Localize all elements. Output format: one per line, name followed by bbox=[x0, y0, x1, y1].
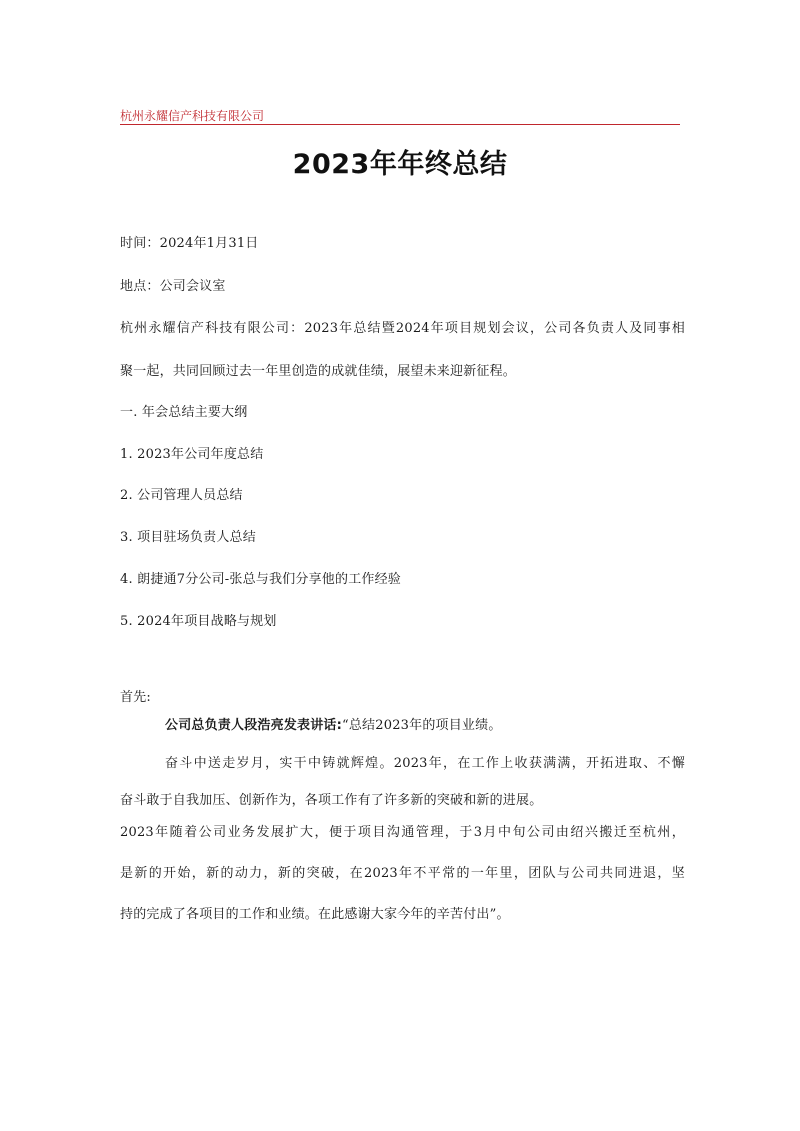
paragraph-2-line-2: 是新的开始，新的动力，新的突破，在2023年不平常的一年里，团队与公司共同进退，坚 bbox=[120, 866, 685, 881]
first-label: 首先: bbox=[120, 690, 151, 705]
outline-item-1: 1. 2023年公司年度总结 bbox=[120, 447, 264, 462]
paragraph-2-line-1: 2023年随着公司业务发展扩大，便于项目沟通管理，于3月中旬公司由绍兴搬迁至杭州， bbox=[120, 825, 685, 840]
speaker-name: 公司总负责人段浩亮发表讲话: bbox=[165, 718, 342, 733]
outline-item-5: 5. 2024年项目战略与规划 bbox=[120, 614, 277, 629]
intro-line-1: 杭州永耀信产科技有限公司：2023年总结暨2024年项目规划会议，公司各负责人及同事相 bbox=[120, 321, 685, 336]
outline-heading: 一. 年会总结主要大纲 bbox=[120, 405, 248, 420]
paragraph-1-line-1: 奋斗中送走岁月，实干中铸就辉煌。2023年，在工作上收获满满，开拓进取、不懈 bbox=[165, 756, 685, 771]
meeting-time: 时间：2024年1月31日 bbox=[120, 236, 259, 251]
meeting-place: 地点：公司会议室 bbox=[120, 279, 226, 294]
intro-line-2: 聚一起，共同回顾过去一年里创造的成就佳绩，展望未来迎新征程。 bbox=[120, 364, 517, 379]
speech-quote-open: “总结2023年的项目业绩。 bbox=[342, 718, 502, 733]
speech-intro-line bbox=[165, 718, 685, 734]
outline-item-2: 2. 公司管理人员总结 bbox=[120, 488, 243, 503]
paragraph-2-line-3: 持的完成了各项目的工作和业绩。在此感谢大家今年的辛苦付出”。 bbox=[120, 907, 510, 922]
document-title: 2023年年终总结 bbox=[292, 149, 508, 180]
outline-item-4: 4. 朗捷通7分公司-张总与我们分享他的工作经验 bbox=[120, 572, 401, 587]
paragraph-1-line-2: 奋斗敢于自我加压、创新作为，各项工作有了许多新的突破和新的进展。 bbox=[120, 793, 543, 808]
outline-item-3: 3. 项目驻场负责人总结 bbox=[120, 530, 256, 545]
company-header: 杭州永耀信产科技有限公司 bbox=[120, 109, 680, 125]
